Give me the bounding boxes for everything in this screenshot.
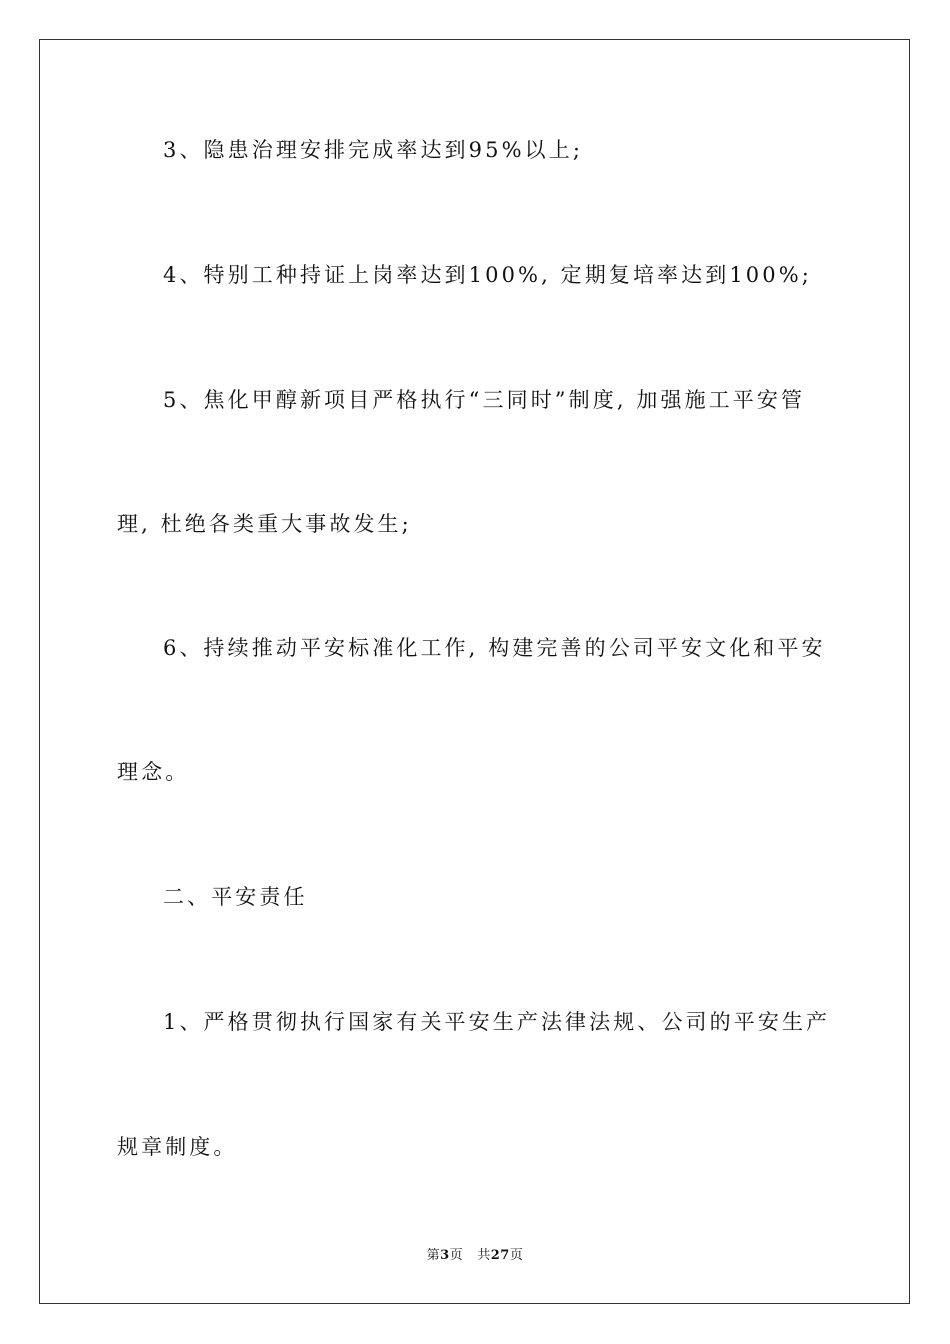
paragraph-goal-6-line-1: 6、持续推动平安标准化工作, 构建完善的公司平安文化和平安 xyxy=(163,636,826,660)
footer-total-prefix: 共 xyxy=(477,1248,491,1263)
paragraph-goal-4: 4、特别工种持证上岗率达到100%, 定期复培率达到100%; xyxy=(163,263,812,287)
paragraph-responsibility-1-line-2: 规章制度。 xyxy=(117,1135,238,1159)
footer-page-suffix: 页 xyxy=(449,1248,464,1263)
paragraph-goal-6-line-2: 理念。 xyxy=(117,760,190,784)
paragraph-goal-3: 3、隐患治理安排完成率达到95%以上; xyxy=(163,138,584,162)
paragraph-responsibility-1-line-1: 1、严格贯彻执行国家有关平安生产法律法规、公司的平安生产 xyxy=(163,1010,831,1034)
footer-page-prefix: 第 xyxy=(426,1248,441,1263)
footer-total-suffix: 页 xyxy=(509,1248,524,1263)
page-footer xyxy=(0,1247,950,1265)
footer-total-pages: 27 xyxy=(490,1248,510,1263)
page-border xyxy=(39,39,910,1304)
footer-page-number: 3 xyxy=(440,1248,450,1263)
section-heading-safety-responsibility: 二、平安责任 xyxy=(163,885,308,909)
paragraph-goal-5-line-2: 理, 杜绝各类重大事故发生; xyxy=(117,512,412,536)
paragraph-goal-5-line-1: 5、焦化甲醇新项目严格执行“三同时”制度, 加强施工平安管 xyxy=(163,388,806,412)
